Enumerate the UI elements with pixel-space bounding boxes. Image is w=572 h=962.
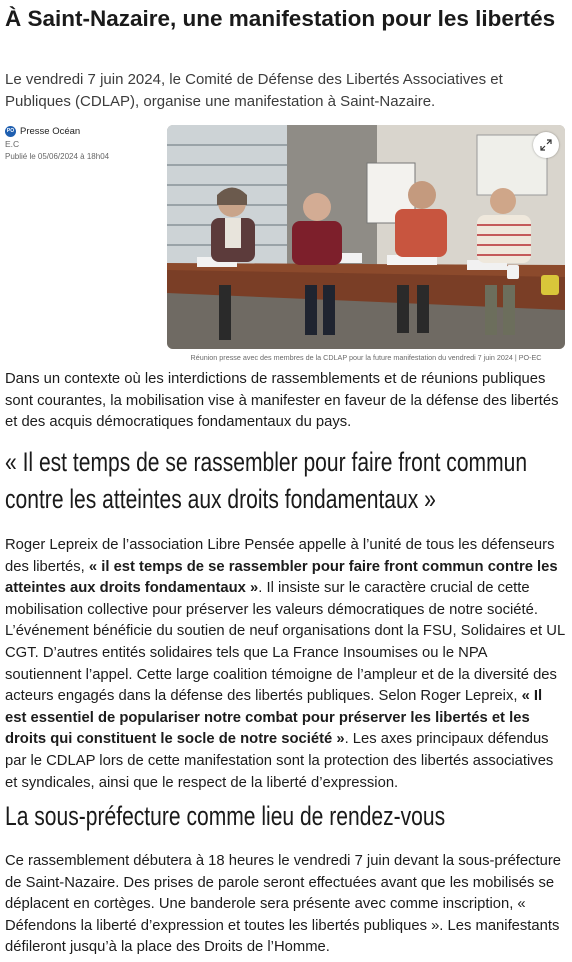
source-row[interactable] bbox=[5, 125, 160, 137]
article-photo[interactable] bbox=[167, 125, 565, 349]
author-name: E.C bbox=[5, 139, 20, 149]
publish-date: Publié le 05/06/2024 à 18h04 bbox=[5, 152, 110, 161]
paragraph-rendezvous: Ce rassemblement débutera à 18 heures le vendredi 7 juin devant la sous-préfecture de Saint-Nazaire. Des prises de parole seront effectuées avant que les mobilisés se déplacent en cortèges. Une banderole sera présente avec comme inscription, « Défendons la liberté d’expression et toutes les libertés publiques ». Les manifestants défileront jusqu’à la place des Droits de l’Homme. bbox=[5, 853, 562, 956]
quote-essentiel: « Il est essentiel de populariser notre combat pour préserver les libertés et les droits qui constituent le socle de notre société » bbox=[5, 688, 543, 748]
quote-rassembler: « il est temps de se rassembler pour faire front commun contre les atteintes aux droits fondamentaux » bbox=[5, 558, 558, 597]
photo-illustration bbox=[167, 125, 565, 349]
paragraph-lepreix-part1: Roger Lepreix de l’association Libre Pensée appelle à l’unité de tous les défenseurs des libertés, bbox=[5, 537, 555, 575]
article-title: À Saint-Nazaire, une manifestation pour les libertés bbox=[5, 6, 556, 31]
paragraph-lepreix-part2: . Il insiste sur le caractère crucial de cette mobilisation collective pour préserver les valeurs démocratiques de notre société. L’événement bénéficie du soutien de neuf organisations dont la FSU, Solidaires et UL CGT. D’autres entités solidaires tels que La France Insoumises ou le NPA soutiennent l’appel. Cette large coalition témoigne de l’ampleur et de la diversité des acteurs engagés dans la défense des libertés publiques. Selon Roger Lepreix, bbox=[5, 580, 565, 705]
source-name[interactable]: Presse Océan bbox=[20, 125, 81, 137]
expand-icon bbox=[540, 139, 552, 151]
source-logo-icon: PO bbox=[5, 126, 16, 137]
paragraph-intro: Dans un contexte où les interdictions de rassemblements et de réunions publiques sont courantes, la mobilisation vise à manifester en faveur de la défense des libertés et des acquis démocratiques fondamentaux du pays. bbox=[5, 371, 559, 431]
photo-caption: Réunion presse avec des membres de la CDLAP pour la future manifestation du vendredi 7 juin 2024 | PO-EC bbox=[190, 353, 542, 362]
article-lede: Le vendredi 7 juin 2024, le Comité de Défense des Libertés Associatives et Publiques (CDLAP), organise une manifestation à Saint-Nazaire. bbox=[5, 71, 503, 110]
heading-sous-prefecture: La sous-préfecture comme lieu de rendez-vous bbox=[5, 801, 446, 831]
expand-image-button[interactable] bbox=[533, 132, 559, 158]
heading-quote-line1: « Il est temps de se rassembler pour faire front commun bbox=[5, 447, 528, 477]
heading-quote-line2: contre les atteintes aux droits fondamentaux » bbox=[5, 484, 436, 514]
paragraph-lepreix-part3: . Les axes principaux défendus par le CDLAP lors de cette manifestation sont la protection des libertés associatives et syndicales, ainsi que le respect de la liberté d’expression. bbox=[5, 731, 554, 791]
heading-quote bbox=[5, 444, 567, 518]
article-meta bbox=[5, 125, 160, 161]
paragraph-lepreix bbox=[5, 535, 567, 794]
